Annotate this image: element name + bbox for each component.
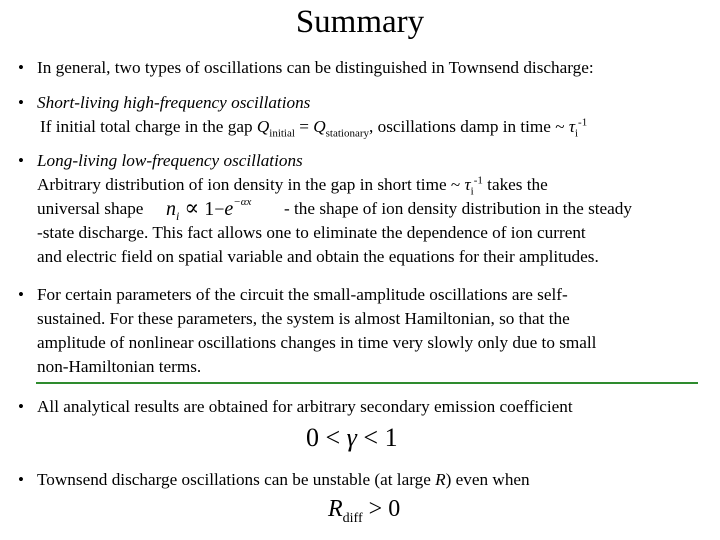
self-sustained-line-3: amplitude of nonlinear oscillations changes in time very slowly only due to small bbox=[37, 333, 597, 352]
long-living-line-3: -state discharge. This fact allows one to eliminate the dependence of ion current bbox=[37, 223, 586, 242]
rdiff-formula: $R_{diff} > 0$ bbox=[328, 496, 401, 526]
long-living-line-2: universal shape bbox=[37, 199, 144, 218]
green-divider bbox=[36, 382, 698, 384]
bullet-dot: • bbox=[18, 58, 24, 77]
analytical-text: All analytical results are obtained for arbitrary secondary emission coefficient bbox=[37, 397, 573, 416]
bullet-dot: • bbox=[18, 285, 24, 304]
slide-title: Summary bbox=[295, 4, 425, 40]
long-living-line-1: Arbitrary distribution of ion density in the gap in short time ~ $\tau_i^{-1}$ takes the bbox=[37, 174, 548, 198]
bullet-dot: • bbox=[18, 397, 24, 416]
townsend-unstable-text: Townsend discharge oscillations can be unstable (at large R) even when bbox=[37, 470, 530, 489]
bullet-general-text: In general, two types of oscillations can be distinguished in Townsend discharge: bbox=[37, 58, 594, 77]
self-sustained-line-2: sustained. For these parameters, the system is almost Hamiltonian, so that the bbox=[37, 309, 570, 328]
ion-density-formula: $n_i \propto 1-e^{-\alpha x}$ bbox=[166, 195, 252, 223]
self-sustained-line-4: non-Hamiltonian terms. bbox=[37, 357, 202, 376]
long-living-heading: Long-living low-frequency oscillations bbox=[37, 151, 303, 170]
short-living-line: If initial total charge in the gap $Q_{initial} = Q_{stationary}$, oscillations damp in time ~ $\tau_i^{-1}$ bbox=[40, 116, 588, 140]
long-living-line-2-tail: - the shape of ion density distribution in the steady bbox=[284, 199, 632, 218]
long-living-line-4: and electric field on spatial variable and obtain the equations for their amplitudes. bbox=[37, 247, 599, 266]
short-living-heading: Short-living high-frequency oscillations bbox=[37, 93, 311, 112]
bullet-dot: • bbox=[18, 151, 24, 170]
self-sustained-line-1: For certain parameters of the circuit the small-amplitude oscillations are self- bbox=[37, 285, 568, 304]
bullet-dot: • bbox=[18, 470, 24, 489]
bullet-dot: • bbox=[18, 93, 24, 112]
gamma-range-formula: 0 < γ < 1 bbox=[306, 423, 398, 452]
